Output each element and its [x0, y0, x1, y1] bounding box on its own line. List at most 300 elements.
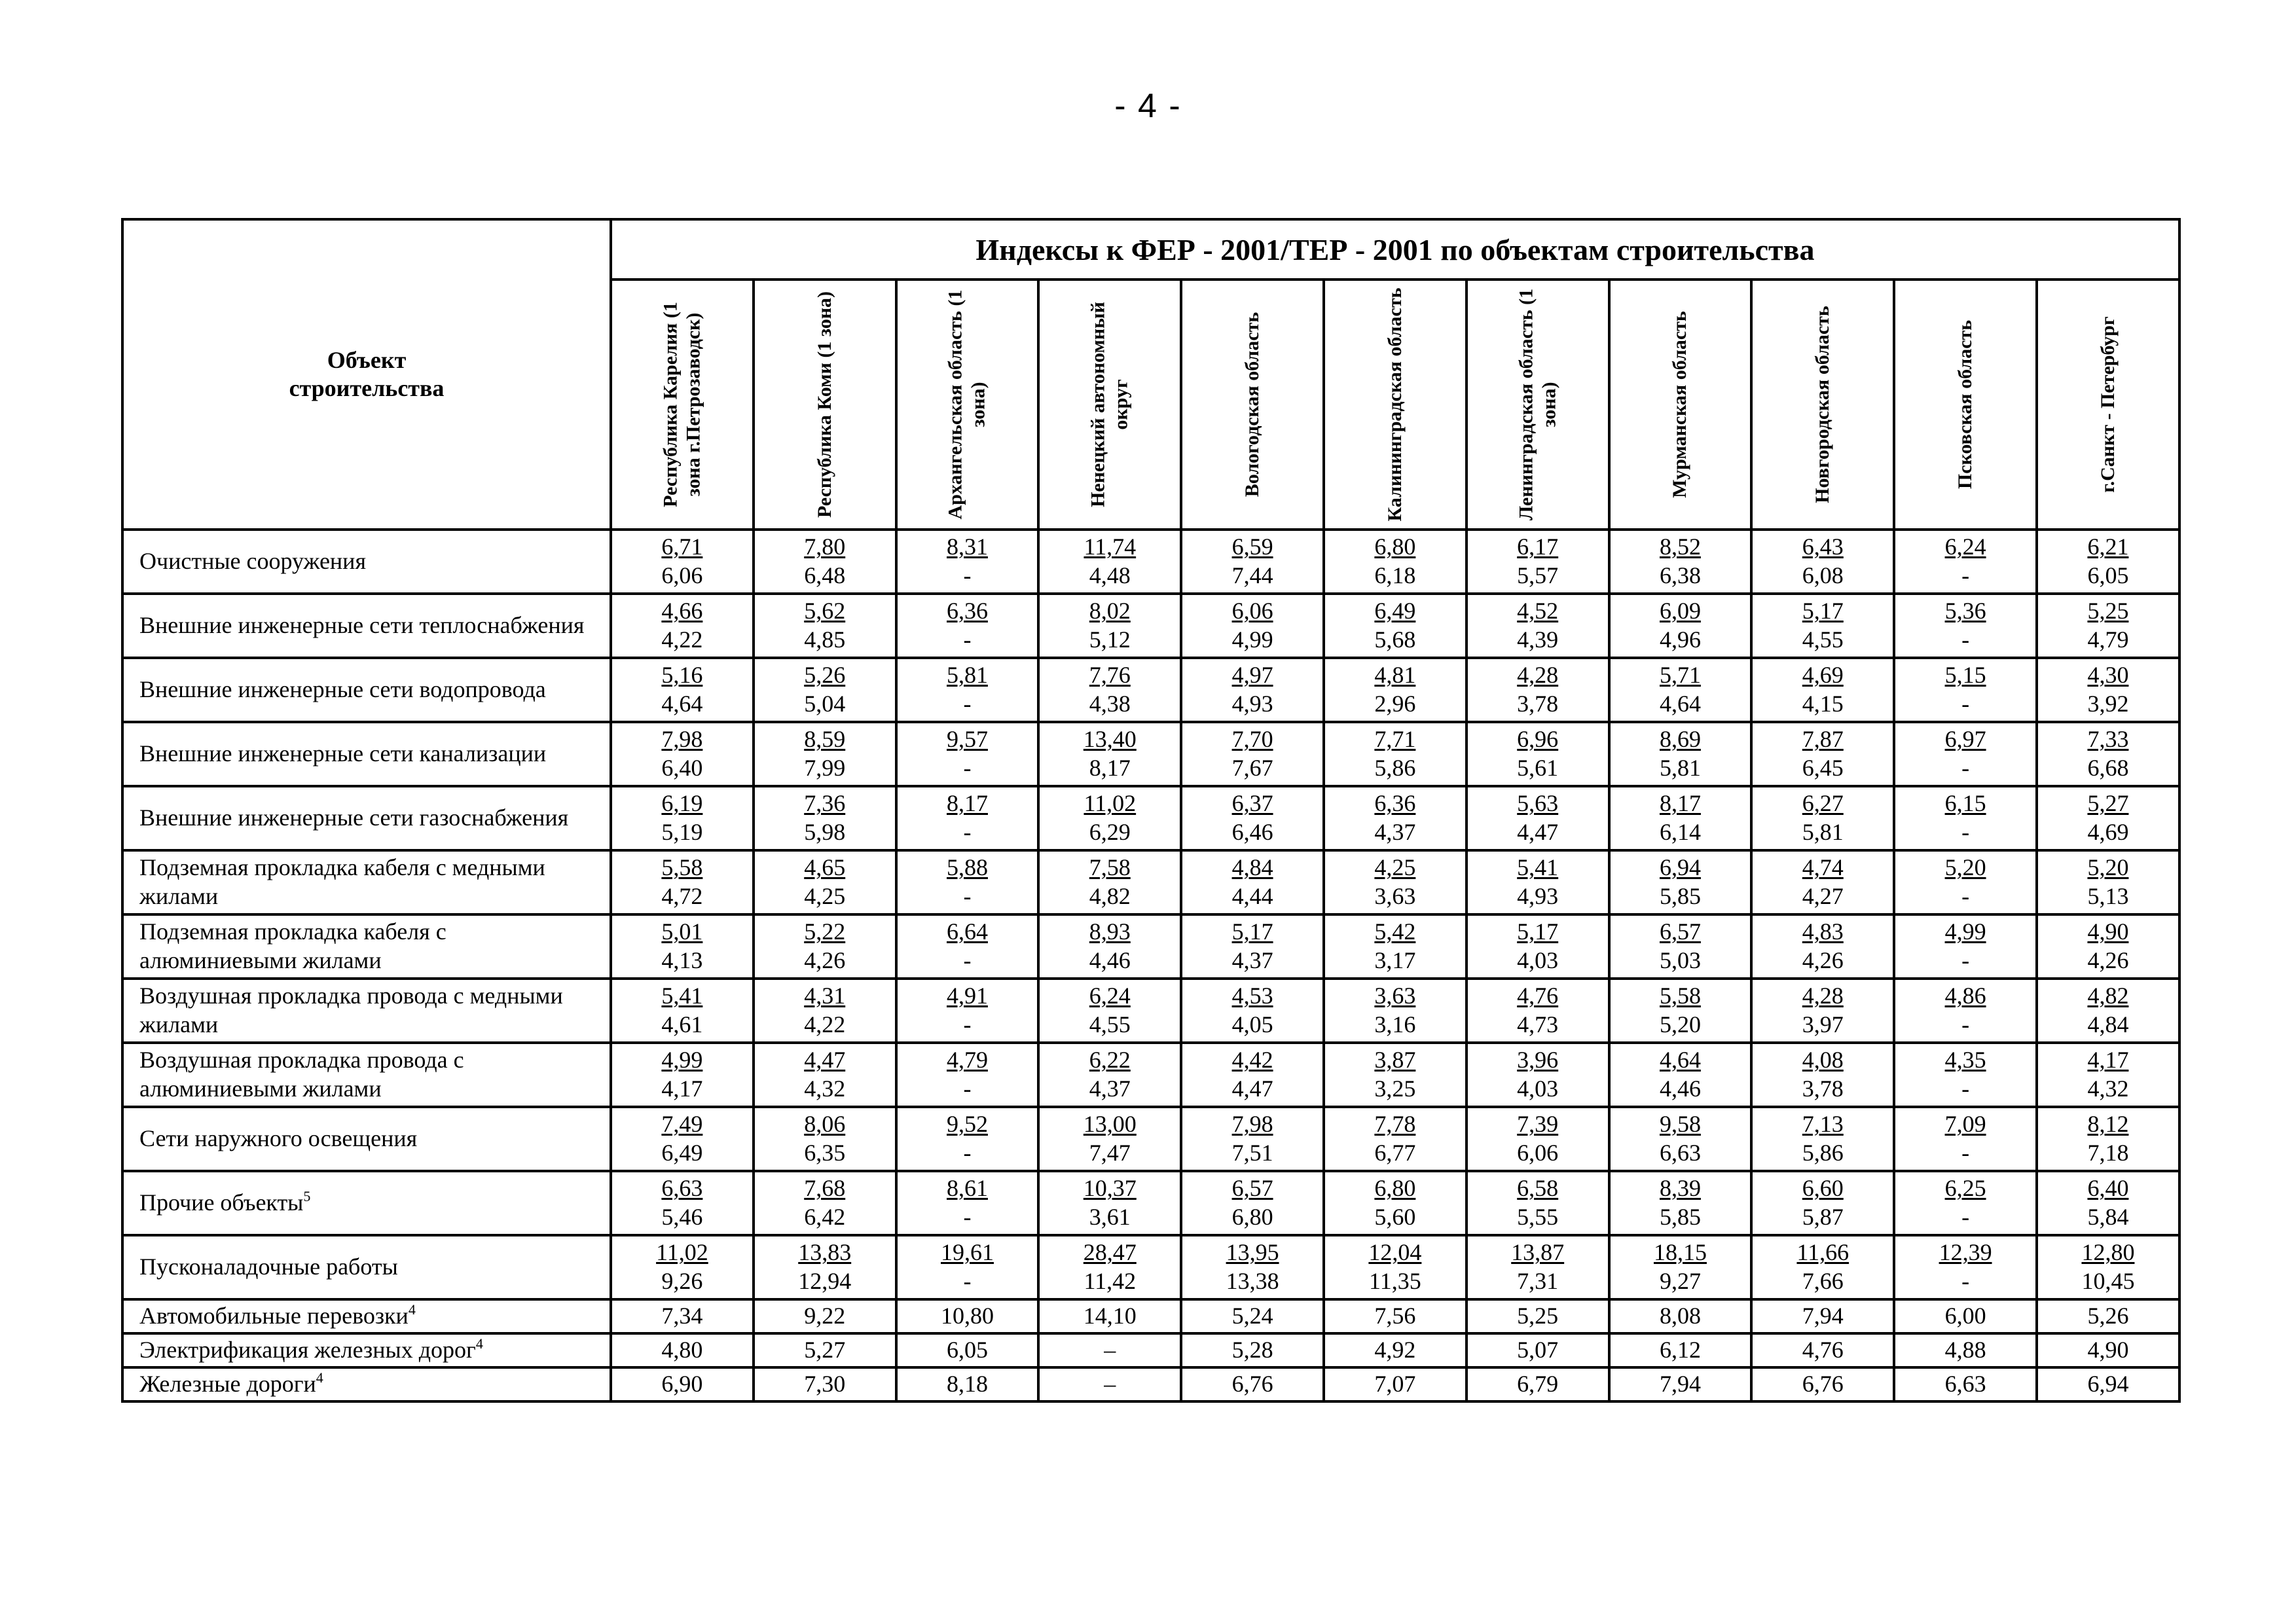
ter-index-value: 12,94: [798, 1268, 852, 1294]
ter-index-value: 5,68: [1374, 626, 1416, 653]
ter-index-value: 7,47: [1089, 1140, 1131, 1166]
index-value-cell: [1609, 850, 1752, 914]
ter-index-value: 4,25: [804, 883, 846, 909]
ter-index-value: -: [1961, 1140, 1970, 1166]
ter-index-value: -: [1961, 1204, 1970, 1230]
ter-index-value: 5,57: [1517, 562, 1559, 588]
index-value-cell: [1181, 722, 1324, 786]
index-value-cell: [754, 1107, 896, 1171]
fer-index-value: 13,40: [1083, 726, 1137, 753]
ter-index-value: 6,06: [661, 562, 703, 588]
index-value-cell: [1467, 1043, 1609, 1107]
index-value-cell: [1467, 850, 1609, 914]
region-column-header: [1894, 280, 2037, 530]
ter-index-value: 6,46: [1231, 819, 1273, 845]
object-name-cell: [122, 786, 611, 850]
fer-index-value: 6,96: [1517, 726, 1559, 753]
index-value-cell: [1324, 1235, 1467, 1299]
ter-index-value: 5,60: [1374, 1204, 1416, 1230]
object-name-cell: [122, 979, 611, 1043]
index-value-cell: [1894, 722, 2037, 786]
fer-index-value: 7,33: [2087, 726, 2129, 753]
fer-index-value: 5,20: [1944, 854, 1986, 881]
index-value-cell: –: [1038, 1333, 1181, 1367]
fer-index-value: 8,52: [1659, 533, 1701, 560]
fer-index-value: 4,84: [1231, 854, 1273, 881]
ter-index-value: 4,39: [1517, 626, 1559, 653]
fer-index-value: 5,22: [804, 918, 846, 945]
ter-index-value: -: [1961, 883, 1970, 909]
ter-index-value: 4,85: [804, 626, 846, 653]
fer-index-value: 12,04: [1368, 1239, 1422, 1266]
ter-index-value: 4,26: [804, 947, 846, 973]
ter-index-value: 5,13: [2087, 883, 2129, 909]
ter-index-value: -: [963, 691, 972, 717]
index-value-cell: 6,00: [1894, 1299, 2037, 1333]
fer-index-value: 6,36: [946, 598, 988, 624]
fer-index-value: 5,41: [661, 983, 703, 1009]
fer-index-value: 6,27: [1802, 790, 1844, 817]
index-value-cell: [2037, 979, 2179, 1043]
index-value-cell: [611, 914, 754, 979]
fer-index-value: 5,17: [1517, 918, 1559, 945]
index-value-cell: [1894, 914, 2037, 979]
index-value-cell: [1324, 1171, 1467, 1235]
index-value-cell: [1181, 1043, 1324, 1107]
ter-index-value: 4,72: [661, 883, 703, 909]
ter-index-value: 7,44: [1231, 562, 1273, 588]
index-value-cell: –: [1038, 1367, 1181, 1401]
fer-index-value: 9,52: [946, 1111, 988, 1138]
ter-index-value: 7,66: [1802, 1268, 1844, 1294]
index-value-cell: [754, 530, 896, 594]
fer-index-value: 6,24: [1944, 533, 1986, 560]
fer-index-value: 6,58: [1517, 1175, 1559, 1202]
ter-index-value: -: [1961, 1268, 1970, 1294]
fer-index-value: 4,08: [1802, 1047, 1844, 1074]
fer-index-value: 5,01: [661, 918, 703, 945]
ter-index-value: 6,05: [2087, 562, 2129, 588]
index-value-cell: [1894, 850, 2037, 914]
region-column-label: Вологодская область: [1241, 312, 1263, 497]
index-value-cell: [1038, 979, 1181, 1043]
fer-index-value: 13,83: [798, 1239, 852, 1266]
fer-index-value: 4,25: [1374, 854, 1416, 881]
index-value-cell: [1324, 914, 1467, 979]
index-value-cell: [1181, 979, 1324, 1043]
fer-index-value: 12,80: [2081, 1239, 2135, 1266]
ter-index-value: 5,55: [1517, 1204, 1559, 1230]
ter-index-value: 5,12: [1089, 626, 1131, 653]
ter-index-value: 5,86: [1374, 755, 1416, 781]
fer-index-value: 4,99: [1944, 918, 1986, 945]
fer-index-value: 8,06: [804, 1111, 846, 1138]
ter-index-value: 4,73: [1517, 1011, 1559, 1038]
index-value-cell: [2037, 1043, 2179, 1107]
fer-index-value: 4,79: [946, 1047, 988, 1074]
fer-index-value: 5,88: [946, 854, 988, 881]
ter-index-value: 10,45: [2081, 1268, 2135, 1294]
region-column-label: Архангельская область (1 зона): [944, 289, 989, 520]
fer-index-value: 3,63: [1374, 983, 1416, 1009]
ter-index-value: 4,37: [1374, 819, 1416, 845]
fer-index-value: 6,43: [1802, 533, 1844, 560]
table-row: [122, 1367, 2179, 1401]
ter-index-value: 4,48: [1089, 562, 1131, 588]
region-column-header: [754, 280, 896, 530]
index-value-cell: [1467, 979, 1609, 1043]
ter-index-value: -: [1961, 947, 1970, 973]
index-value-cell: [611, 722, 754, 786]
fer-index-value: 7,49: [661, 1111, 703, 1138]
ter-index-value: 6,06: [1517, 1140, 1559, 1166]
fer-index-value: 7,71: [1374, 726, 1416, 753]
ter-index-value: -: [1961, 1075, 1970, 1102]
ter-index-value: 7,67: [1231, 755, 1273, 781]
index-value-cell: [1324, 530, 1467, 594]
ter-index-value: -: [963, 1204, 972, 1230]
ter-index-value: 6,18: [1374, 562, 1416, 588]
ter-index-value: 3,97: [1802, 1011, 1844, 1038]
index-value-cell: [1467, 530, 1609, 594]
table-row: [122, 850, 2179, 914]
footnote-marker: 5: [303, 1188, 311, 1205]
ter-index-value: -: [1961, 562, 1970, 588]
object-name-cell: [122, 1333, 611, 1367]
ter-index-value: 11,35: [1369, 1268, 1421, 1294]
index-value-cell: [2037, 594, 2179, 658]
object-name-cell: [122, 914, 611, 979]
ter-index-value: 4,03: [1517, 947, 1559, 973]
ter-index-value: -: [1961, 1011, 1970, 1038]
fer-index-value: 6,36: [1374, 790, 1416, 817]
fer-index-value: 5,15: [1944, 662, 1986, 689]
fer-index-value: 7,09: [1944, 1111, 1986, 1138]
region-column-label: Республика Коми (1 зона): [813, 291, 835, 518]
region-column-header: [1751, 280, 1894, 530]
index-value-cell: [1609, 1171, 1752, 1235]
ter-index-value: 5,84: [2087, 1204, 2129, 1230]
fer-index-value: 7,76: [1089, 662, 1131, 689]
ter-index-value: 4,26: [1802, 947, 1844, 973]
index-table: [121, 218, 2181, 1403]
object-name: Автомобильные перевозки: [139, 1303, 409, 1329]
ter-index-value: 7,31: [1517, 1268, 1559, 1294]
object-name-cell: [122, 850, 611, 914]
index-value-cell: [1038, 1235, 1181, 1299]
ter-index-value: 4,47: [1517, 819, 1559, 845]
index-value-cell: 6,63: [1894, 1367, 2037, 1401]
index-value-cell: [1894, 658, 2037, 722]
region-column-header: [1324, 280, 1467, 530]
ter-index-value: 4,79: [2087, 626, 2129, 653]
index-value-cell: [1467, 786, 1609, 850]
fer-index-value: 4,90: [2087, 918, 2129, 945]
index-value-cell: [611, 1043, 754, 1107]
index-value-cell: 7,94: [1751, 1299, 1894, 1333]
ter-index-value: 6,40: [661, 755, 703, 781]
index-value-cell: [1038, 594, 1181, 658]
fer-index-value: 6,49: [1374, 598, 1416, 624]
index-value-cell: [896, 850, 1039, 914]
ter-index-value: 7,51: [1231, 1140, 1273, 1166]
fer-index-value: 8,69: [1659, 726, 1701, 753]
index-value-cell: [1751, 1171, 1894, 1235]
index-value-cell: 4,76: [1751, 1333, 1894, 1367]
footnote-marker: 4: [408, 1301, 416, 1318]
fer-index-value: 4,86: [1944, 983, 1986, 1009]
index-value-cell: [2037, 658, 2179, 722]
index-value-cell: 6,94: [2037, 1367, 2179, 1401]
index-value-cell: [1467, 594, 1609, 658]
fer-index-value: 7,58: [1089, 854, 1131, 881]
ter-index-value: 5,04: [804, 691, 846, 717]
index-value-cell: [1181, 786, 1324, 850]
fer-index-value: 8,02: [1089, 598, 1131, 624]
fer-index-value: 11,02: [656, 1239, 708, 1266]
region-column-label: Республика Карелия (1 зона г.Петрозаводск): [659, 302, 704, 507]
table-row: [122, 914, 2179, 979]
fer-index-value: 5,17: [1802, 598, 1844, 624]
fer-index-value: 4,52: [1517, 598, 1559, 624]
index-value-cell: [1609, 914, 1752, 979]
index-value-cell: [1467, 1107, 1609, 1171]
index-value-cell: [1609, 1235, 1752, 1299]
object-name: Внешние инженерные сети газоснабжения: [139, 804, 569, 831]
table-row: [122, 594, 2179, 658]
index-value-cell: 10,80: [896, 1299, 1039, 1333]
ter-index-value: 8,17: [1089, 755, 1131, 781]
table-row: [122, 530, 2179, 594]
index-value-cell: [2037, 530, 2179, 594]
ter-index-value: 5,61: [1517, 755, 1559, 781]
ter-index-value: 4,44: [1231, 883, 1273, 909]
region-column-header: [2037, 280, 2179, 530]
index-value-cell: [754, 1171, 896, 1235]
fer-index-value: 4,66: [661, 598, 703, 624]
index-value-cell: [2037, 786, 2179, 850]
ter-index-value: 6,38: [1659, 562, 1701, 588]
fer-index-value: 6,57: [1231, 1175, 1273, 1202]
footnote-marker: 4: [475, 1335, 483, 1352]
index-value-cell: [1324, 722, 1467, 786]
object-name: Сети наружного освещения: [139, 1125, 418, 1152]
ter-index-value: 5,81: [1802, 819, 1844, 845]
fer-index-value: 4,82: [2087, 983, 2129, 1009]
ter-index-value: 7,99: [804, 755, 846, 781]
ter-index-value: 5,19: [661, 819, 703, 845]
fer-index-value: 4,83: [1802, 918, 1844, 945]
fer-index-value: 5,26: [804, 662, 846, 689]
index-value-cell: [1324, 594, 1467, 658]
fer-index-value: 11,74: [1084, 533, 1137, 560]
ter-index-value: 3,78: [1517, 691, 1559, 717]
index-value-cell: [2037, 722, 2179, 786]
fer-index-value: 6,15: [1944, 790, 1986, 817]
ter-index-value: -: [963, 819, 972, 845]
object-name: Подземная прокладка кабеля с медными жилами: [139, 854, 545, 909]
index-value-cell: [1751, 850, 1894, 914]
index-value-cell: [1181, 1171, 1324, 1235]
fer-index-value: 18,15: [1653, 1239, 1707, 1266]
fer-index-value: 9,57: [946, 726, 988, 753]
index-value-cell: 4,90: [2037, 1333, 2179, 1367]
ter-index-value: -: [1961, 819, 1970, 845]
fer-index-value: 6,80: [1374, 1175, 1416, 1202]
index-value-cell: [896, 1107, 1039, 1171]
index-value-cell: 5,26: [2037, 1299, 2179, 1333]
index-value-cell: [896, 1235, 1039, 1299]
fer-index-value: 6,25: [1944, 1175, 1986, 1202]
index-value-cell: 7,34: [611, 1299, 754, 1333]
index-value-cell: 7,94: [1609, 1367, 1752, 1401]
index-value-cell: [1324, 1043, 1467, 1107]
index-value-cell: [1467, 658, 1609, 722]
fer-index-value: 11,02: [1084, 790, 1137, 817]
fer-index-value: 8,17: [946, 790, 988, 817]
object-name-cell: [122, 722, 611, 786]
object-name: Пусконаладочные работы: [139, 1254, 398, 1280]
object-name-cell: [122, 530, 611, 594]
ter-index-value: 5,87: [1802, 1204, 1844, 1230]
fer-index-value: 11,66: [1796, 1239, 1850, 1266]
index-value-cell: [1038, 1107, 1181, 1171]
table-row: [122, 1235, 2179, 1299]
index-value-cell: 7,30: [754, 1367, 896, 1401]
fer-index-value: 6,19: [661, 790, 703, 817]
index-value-cell: [1751, 530, 1894, 594]
index-value-cell: 6,76: [1751, 1367, 1894, 1401]
fer-index-value: 8,12: [2087, 1111, 2129, 1138]
ter-index-value: 5,03: [1659, 947, 1701, 973]
fer-index-value: 5,27: [2087, 790, 2129, 817]
ter-index-value: 4,32: [2087, 1075, 2129, 1102]
fer-index-value: 4,42: [1231, 1047, 1273, 1074]
ter-index-value: 4,22: [661, 626, 703, 653]
main-header: Индексы к ФЕР - 2001/ТЕР - 2001 по объектам строительства: [611, 219, 2179, 280]
index-value-cell: 5,28: [1181, 1333, 1324, 1367]
ter-index-value: -: [963, 562, 972, 588]
object-name-cell: [122, 1299, 611, 1333]
fer-index-value: 7,98: [1231, 1111, 1273, 1138]
ter-index-value: 4,69: [2087, 819, 2129, 845]
fer-index-value: 4,30: [2087, 662, 2129, 689]
ter-index-value: 4,32: [804, 1075, 846, 1102]
index-value-cell: [2037, 850, 2179, 914]
ter-index-value: 5,98: [804, 819, 846, 845]
fer-index-value: 5,42: [1374, 918, 1416, 945]
ter-index-value: 4,22: [804, 1011, 846, 1038]
ter-index-value: 3,63: [1374, 883, 1416, 909]
fer-index-value: 4,74: [1802, 854, 1844, 881]
ter-index-value: 3,61: [1089, 1204, 1131, 1230]
ter-index-value: 6,08: [1802, 562, 1844, 588]
ter-index-value: 4,55: [1089, 1011, 1131, 1038]
index-value-cell: [611, 1107, 754, 1171]
fer-index-value: 13,00: [1083, 1111, 1137, 1138]
fer-index-value: 6,59: [1231, 533, 1273, 560]
ter-index-value: 6,45: [1802, 755, 1844, 781]
index-value-cell: 6,76: [1181, 1367, 1324, 1401]
index-value-cell: [1751, 786, 1894, 850]
table-row: [122, 658, 2179, 722]
index-value-cell: 6,79: [1467, 1367, 1609, 1401]
ter-index-value: 6,80: [1231, 1204, 1273, 1230]
index-value-cell: [1894, 979, 2037, 1043]
fer-index-value: 9,58: [1659, 1111, 1701, 1138]
fer-index-value: 4,69: [1802, 662, 1844, 689]
index-value-cell: [1609, 979, 1752, 1043]
index-value-cell: [1038, 786, 1181, 850]
fer-index-value: 6,09: [1659, 598, 1701, 624]
index-value-cell: [896, 786, 1039, 850]
ter-index-value: 6,68: [2087, 755, 2129, 781]
fer-index-value: 6,80: [1374, 533, 1416, 560]
object-name-cell: [122, 594, 611, 658]
ter-index-value: 6,42: [804, 1204, 846, 1230]
fer-index-value: 6,06: [1231, 598, 1273, 624]
region-column-header: [1038, 280, 1181, 530]
region-column-label: Ленинградская область (1 зона): [1515, 288, 1559, 521]
index-value-cell: [1609, 786, 1752, 850]
index-value-cell: [754, 1043, 896, 1107]
region-column-label: Мурманская область: [1669, 311, 1691, 498]
index-value-cell: [896, 722, 1039, 786]
fer-index-value: 4,28: [1802, 983, 1844, 1009]
index-value-cell: [611, 1235, 754, 1299]
index-value-cell: [1181, 914, 1324, 979]
ter-index-value: 2,96: [1374, 691, 1416, 717]
ter-index-value: 6,14: [1659, 819, 1701, 845]
fer-index-value: 7,98: [661, 726, 703, 753]
ter-index-value: 4,37: [1089, 1075, 1131, 1102]
index-value-cell: 6,05: [896, 1333, 1039, 1367]
ter-index-value: 4,17: [661, 1075, 703, 1102]
object-name: Воздушная прокладка провода с медными жилами: [139, 983, 563, 1038]
index-value-cell: [896, 914, 1039, 979]
index-value-cell: [611, 850, 754, 914]
region-column-label: г.Санкт - Петербург: [2096, 316, 2119, 493]
fer-index-value: 5,20: [2087, 854, 2129, 881]
corner-label-line-2: строительства: [289, 375, 445, 401]
index-value-cell: [754, 850, 896, 914]
fer-index-value: 5,71: [1659, 662, 1701, 689]
object-name: Прочие объекты: [139, 1189, 304, 1216]
fer-index-value: 4,99: [661, 1047, 703, 1074]
ter-index-value: 5,85: [1659, 883, 1701, 909]
ter-index-value: 11,42: [1084, 1268, 1137, 1294]
index-value-cell: 5,24: [1181, 1299, 1324, 1333]
index-value-cell: [1467, 1171, 1609, 1235]
fer-index-value: 4,17: [2087, 1047, 2129, 1074]
index-value-cell: [1324, 850, 1467, 914]
ter-index-value: -: [963, 1268, 972, 1294]
object-name-cell: [122, 1171, 611, 1235]
fer-index-value: 4,65: [804, 854, 846, 881]
index-value-cell: [754, 786, 896, 850]
index-value-cell: [2037, 1171, 2179, 1235]
object-name-cell: [122, 1235, 611, 1299]
ter-index-value: 4,05: [1231, 1011, 1273, 1038]
ter-index-value: 4,99: [1231, 626, 1273, 653]
fer-index-value: 6,40: [2087, 1175, 2129, 1202]
region-column-label: Калининградская область: [1383, 287, 1406, 522]
fer-index-value: 5,62: [804, 598, 846, 624]
ter-index-value: 9,27: [1659, 1268, 1701, 1294]
index-value-cell: [1609, 658, 1752, 722]
index-value-cell: [1751, 658, 1894, 722]
ter-index-value: 4,64: [661, 691, 703, 717]
